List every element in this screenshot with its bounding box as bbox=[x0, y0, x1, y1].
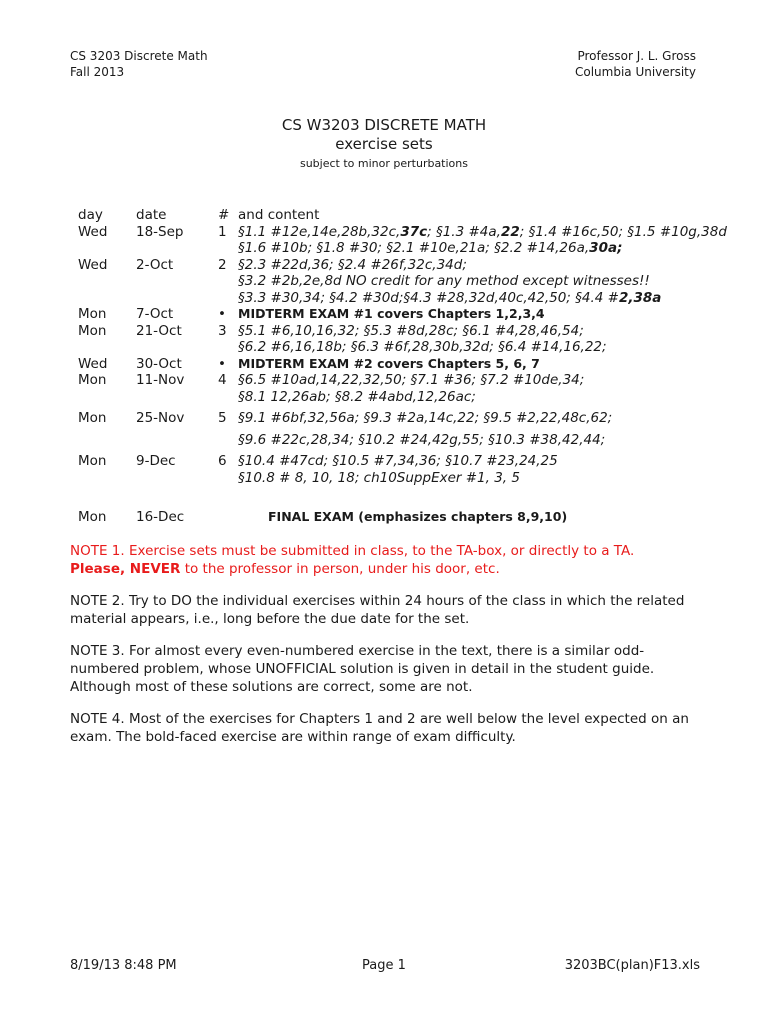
schedule-table bbox=[78, 207, 727, 486]
row-day bbox=[78, 389, 132, 406]
row-content-part: ; §1.3 #4a, bbox=[427, 223, 501, 240]
row-day: Wed bbox=[78, 256, 108, 273]
course-name: CS 3203 Discrete Math bbox=[70, 49, 208, 63]
schedule-rows bbox=[78, 224, 727, 487]
row-num: 4 bbox=[218, 372, 227, 388]
schedule-row bbox=[78, 432, 727, 449]
row-content bbox=[238, 356, 540, 373]
row-content bbox=[238, 453, 558, 470]
note-4: NOTE 4. Most of the exercises for Chapters 1 and 2 are well below the level expected on an exam. The bold-faced exercise are within range of exam difficulty. bbox=[70, 711, 689, 745]
row-content bbox=[238, 372, 584, 389]
row-content-part: §1.1 #12e,14e,28b,32c, bbox=[238, 223, 401, 240]
schedule-row bbox=[78, 273, 727, 290]
row-content-part: 2,38a bbox=[618, 289, 662, 306]
row-content-part: 30a; bbox=[589, 240, 623, 256]
row-content-part: §9.1 #6bf,32,56a; §9.3 #2a,14c,22; §9.5 #2,22,48c,62; bbox=[238, 410, 613, 426]
row-date: 2-Oct bbox=[136, 256, 174, 273]
row-num bbox=[214, 470, 238, 487]
row-content-part: §8.1 12,26ab; §8.2 #4abd,12,26ac; bbox=[238, 388, 476, 405]
footer-datetime: 8/19/13 8:48 PM bbox=[70, 958, 177, 973]
row-day: Mon bbox=[78, 410, 107, 426]
row-num: 5 bbox=[218, 410, 227, 426]
row-date bbox=[132, 339, 214, 356]
row-date: 30-Oct bbox=[136, 355, 182, 372]
term: Fall 2013 bbox=[70, 65, 125, 79]
row-num: 1 bbox=[218, 223, 227, 240]
note-2: NOTE 2. Try to DO the individual exercises within 24 hours of the class in which the related material appears, i.e., long before the due date for the set. bbox=[70, 593, 685, 627]
row-day bbox=[78, 290, 132, 307]
row-day: Mon bbox=[78, 322, 107, 339]
schedule-row bbox=[78, 224, 727, 241]
row-num: • bbox=[218, 355, 226, 372]
row-date: 21-Oct bbox=[136, 322, 182, 339]
row-date bbox=[132, 240, 214, 257]
header-content: and content bbox=[238, 207, 320, 223]
row-content-part: §6.5 #10ad,14,22,32,50; §7.1 #36; §7.2 #10de,34; bbox=[238, 372, 585, 388]
schedule-row bbox=[78, 470, 727, 487]
schedule-row bbox=[78, 339, 727, 356]
footer-page: Page 1 bbox=[362, 958, 406, 973]
row-day bbox=[78, 273, 132, 290]
row-content bbox=[238, 257, 467, 274]
row-day: Wed bbox=[78, 355, 108, 372]
row-date bbox=[132, 389, 214, 406]
row-content-part: §9.6 #22c,28,34; §10.2 #24,42g,55; §10.3 #38,42,44; bbox=[238, 431, 606, 448]
row-date bbox=[132, 290, 214, 307]
row-day: Wed bbox=[78, 223, 108, 240]
row-content bbox=[238, 240, 622, 257]
row-num bbox=[214, 273, 238, 290]
row-date: 11-Nov bbox=[136, 372, 185, 388]
row-num: 3 bbox=[218, 322, 227, 339]
row-day: Mon bbox=[78, 372, 107, 388]
note-1 bbox=[70, 542, 710, 578]
schedule-row bbox=[78, 389, 727, 406]
row-content bbox=[238, 224, 727, 241]
row-num bbox=[214, 432, 238, 449]
row-num bbox=[214, 290, 238, 307]
schedule-row bbox=[78, 356, 727, 373]
row-date: 9-Dec bbox=[136, 453, 176, 469]
schedule-row bbox=[78, 453, 727, 470]
row-num: • bbox=[218, 306, 226, 322]
row-date bbox=[132, 432, 214, 449]
row-day bbox=[78, 240, 132, 257]
note-1-line2 bbox=[70, 560, 710, 578]
row-content-part: §10.8 # 8, 10, 18; ch10SuppExer #1, 3, 5 bbox=[238, 469, 520, 486]
note-1-rest: to the professor in person, under his door, etc. bbox=[180, 561, 500, 577]
row-content-part: §10.4 #47cd; §10.5 #7,34,36; §10.7 #23,24,25 bbox=[238, 453, 558, 469]
note-1-bold: Please, NEVER bbox=[70, 561, 181, 577]
schedule-row bbox=[78, 410, 727, 427]
final-day: Mon bbox=[78, 509, 107, 525]
header-day: day bbox=[78, 207, 103, 223]
row-date bbox=[132, 273, 214, 290]
professor-name: Professor J. L. Gross bbox=[577, 49, 696, 63]
row-day bbox=[78, 339, 132, 356]
header-num: # bbox=[218, 207, 230, 223]
row-content bbox=[238, 290, 661, 307]
university: Columbia University bbox=[574, 65, 696, 79]
row-content-part: 22 bbox=[500, 223, 520, 240]
row-day: Mon bbox=[78, 306, 107, 322]
page-subtitle: exercise sets bbox=[335, 135, 433, 153]
final-exam-row bbox=[78, 509, 567, 526]
row-num bbox=[214, 339, 238, 356]
row-content-part: §2.3 #22d,36; §2.4 #26f,32c,34d; bbox=[238, 256, 467, 273]
header-date: date bbox=[136, 207, 167, 223]
row-day bbox=[78, 432, 132, 449]
schedule-row bbox=[78, 257, 727, 274]
row-content-part: MIDTERM EXAM #2 covers Chapters 5, 6, 7 bbox=[238, 355, 540, 371]
note-3: NOTE 3. For almost every even-numbered exercise in the text, there is a similar odd-numbered problem, whose UNOFFICIAL solution is given in detail in the student guide. Although most of these solutions are correct, some are not. bbox=[70, 643, 655, 695]
page-title: CS W3203 DISCRETE MATH bbox=[281, 116, 487, 134]
row-date: 25-Nov bbox=[136, 410, 185, 426]
row-num bbox=[214, 240, 238, 257]
row-content-part: §5.1 #6,10,16,32; §5.3 #8d,28c; §6.1 #4,28,46,54; bbox=[238, 322, 584, 339]
row-content bbox=[238, 323, 584, 340]
footer-filename: 3203BC(plan)F13.xls bbox=[564, 958, 700, 973]
row-day bbox=[78, 470, 132, 487]
schedule-row bbox=[78, 290, 727, 307]
final-date: 16-Dec bbox=[136, 509, 185, 525]
row-day: Mon bbox=[78, 453, 107, 469]
schedule-header-row bbox=[78, 207, 727, 224]
row-content-part: §6.2 #6,16,18b; §6.3 #6f,28,30b,32d; §6.4 #14,16,22; bbox=[238, 339, 607, 355]
schedule-row bbox=[78, 323, 727, 340]
subtitle-note: subject to minor perturbations bbox=[299, 157, 468, 170]
final-content: FINAL EXAM (emphasizes chapters 8,9,10) bbox=[268, 509, 568, 524]
schedule-row bbox=[78, 306, 727, 323]
row-content bbox=[238, 389, 476, 406]
schedule-row bbox=[78, 240, 727, 257]
row-num bbox=[214, 389, 238, 406]
row-content bbox=[238, 470, 520, 487]
row-num: 6 bbox=[218, 453, 227, 469]
note-1-line1: NOTE 1. Exercise sets must be submitted in class, to the TA-box, or directly to a TA. bbox=[70, 543, 635, 559]
row-content-part: §1.6 #10b; §1.8 #30; §2.1 #10e,21a; §2.2 #14,26a, bbox=[238, 240, 590, 256]
row-date bbox=[132, 470, 214, 487]
row-content bbox=[238, 432, 605, 449]
schedule-row bbox=[78, 372, 727, 389]
row-content bbox=[238, 410, 612, 427]
row-content-part: MIDTERM EXAM #1 covers Chapters 1,2,3,4 bbox=[238, 306, 545, 321]
row-content-part: 37c bbox=[400, 223, 428, 240]
row-date: 7-Oct bbox=[136, 306, 174, 322]
row-content bbox=[238, 273, 650, 290]
row-date: 18-Sep bbox=[136, 223, 184, 240]
row-content-part: §3.2 #2b,2e,8d NO credit for any method except witnesses!! bbox=[238, 273, 650, 289]
row-content-part: §3.3 #30,34; §4.2 #30d;§4.3 #28,32d,40c,42,50; §4.4 # bbox=[238, 289, 619, 306]
row-content bbox=[238, 339, 607, 356]
row-num: 2 bbox=[218, 256, 227, 273]
row-content bbox=[238, 306, 545, 323]
row-content-part: ; §1.4 #16c,50; §1.5 #10g,38d bbox=[519, 223, 727, 240]
